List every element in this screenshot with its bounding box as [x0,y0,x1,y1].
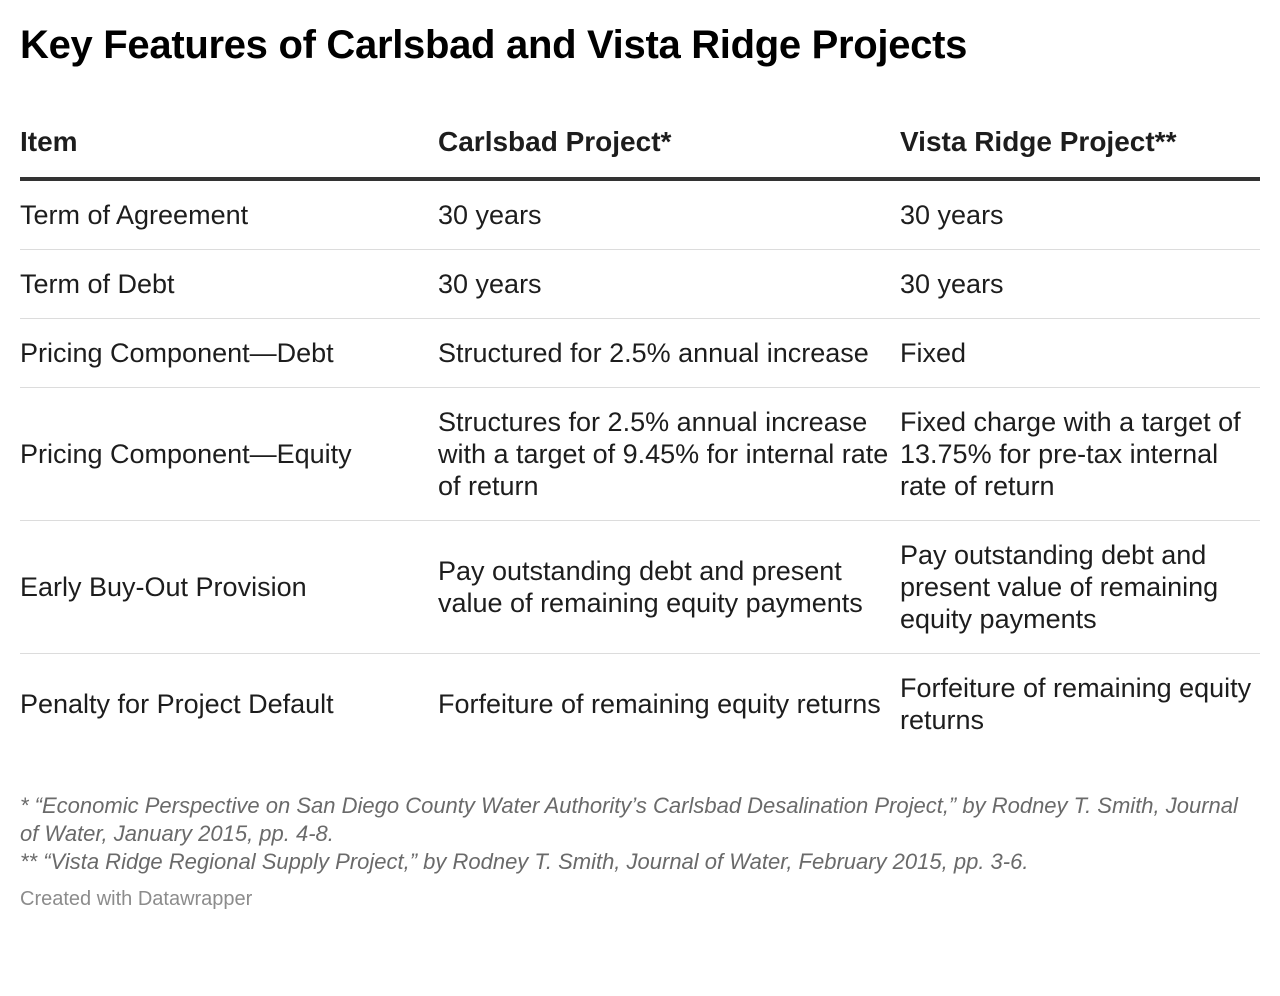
features-table [20,125,1260,754]
carlsbad-cell: 30 years [438,250,900,319]
carlsbad-cell: Forfeiture of remaining equity returns [438,689,881,719]
credit-line: Created with Datawrapper [20,888,253,910]
row-label: Term of Agreement [20,179,438,250]
footnotes [20,792,1260,876]
table-row [20,319,1260,388]
row-label: Penalty for Project Default [20,689,334,719]
column-header-item: Item [20,125,438,179]
row-label: Term of Debt [20,250,438,319]
page-title: Key Features of Carlsbad and Vista Ridge Projects [20,23,968,67]
vista-ridge-cell: 30 years [900,250,1260,319]
footnote-carlsbad: * “Economic Perspective on San Diego County Water Authority’s Carlsbad Desalination Project,” by Rodney T. Smith, Journal of Water, January 2015, pp. 4-8. [20,793,1238,846]
carlsbad-cell: Structures for 2.5% annual increase with a target of 9.45% for internal rate of return [438,388,900,521]
vista-ridge-cell: 30 years [900,179,1260,250]
carlsbad-cell: Structured for 2.5% annual increase [438,319,900,388]
column-header-carlsbad: Carlsbad Project* [438,125,900,179]
row-label: Early Buy-Out Provision [20,521,438,654]
row-label: Pricing Component—Equity [20,388,438,521]
header-row [20,125,1260,179]
table-row [20,250,1260,319]
page [20,0,1260,912]
vista-ridge-cell: Fixed [900,319,1260,388]
vista-ridge-cell: Forfeiture of remaining equity returns [900,673,1252,735]
table-row [20,179,1260,250]
footnote-vista-ridge: ** “Vista Ridge Regional Supply Project,” by Rodney T. Smith, Journal of Water, February 2015, pp. 3-6. [20,849,1029,874]
carlsbad-cell: 30 years [438,179,900,250]
vista-ridge-cell: Fixed charge with a target of 13.75% for pre-tax internal rate of return [900,388,1260,521]
table-row [20,654,1260,755]
carlsbad-cell: Pay outstanding debt and present value of remaining equity payments [438,521,900,654]
row-label: Pricing Component—Debt [20,319,438,388]
table-row [20,388,1260,521]
column-header-vista-ridge: Vista Ridge Project** [900,125,1260,179]
table-row [20,521,1260,654]
vista-ridge-cell: Pay outstanding debt and present value of remaining equity payments [900,521,1260,654]
